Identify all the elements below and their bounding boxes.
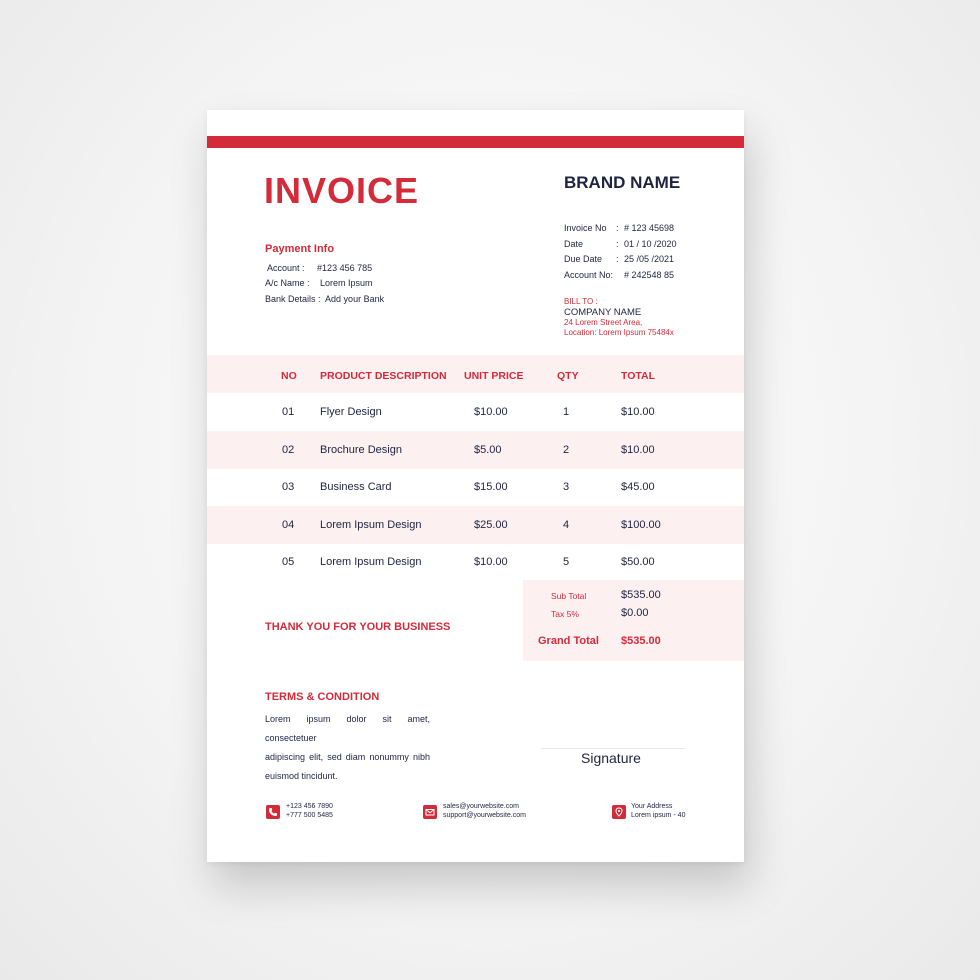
table-row [207,506,744,544]
date-value: 01 / 10 /2020 [624,239,677,249]
payment-acname-row [265,278,373,288]
col-total-header: TOTAL [621,370,656,382]
row-total: $10.00 [621,406,655,418]
invoice-no-value: # 123 45698 [624,223,675,233]
account-no-label: Account No: [564,270,614,280]
terms-line: adipiscing elit, sed diam nonummy nibh [265,752,430,762]
row-qty: 5 [563,556,570,568]
date-label: Date [564,239,584,249]
due-date-label: Due Date [564,254,603,264]
invoice-no-label: Invoice No [564,223,607,233]
row-total: $100.00 [621,519,661,531]
payment-info-heading: Payment Info [265,243,335,255]
subtotal-value: $535.00 [621,589,661,601]
grand-total-label: Grand Total [538,635,599,647]
email-2: support@yourwebsite.com [443,812,526,819]
phone-2: +777 500 5485 [286,812,333,819]
row-price: $10.00 [474,406,508,418]
location-pin-icon [612,805,626,819]
thank-you-message: THANK YOU FOR YOUR BUSINESS [265,621,451,633]
terms-heading: TERMS & CONDITION [265,691,380,703]
row-desc: Brochure Design [320,444,402,456]
grand-total-value: $535.00 [621,635,661,647]
meta-due-date: Due Date : 25 /05 /2021 [564,254,675,264]
tax-value: $0.00 [621,607,649,619]
row-total: $50.00 [621,556,655,568]
footer-address [631,802,685,820]
col-desc-header: PRODUCT DESCRIPTION [320,370,447,382]
row-total: $10.00 [621,444,655,456]
row-price: $15.00 [474,481,508,493]
bill-address-line2: Location: Lorem Ipsum 75484x [564,328,674,337]
terms-line: euismod tincidunt. [265,771,338,781]
company-name: COMPANY NAME [564,307,642,318]
row-no: 02 [282,444,295,456]
account-no-value: # 242548 85 [624,270,675,280]
due-date-value: 25 /05 /2021 [624,254,675,264]
account-value: #123 456 785 [317,263,373,273]
address-2: Lorem ipsum - 40 [631,812,686,819]
invoice-title: INVOICE [264,170,420,211]
invoice-page [207,110,744,862]
bill-address-line1: 24 Lorem Street Area, [564,318,643,327]
row-desc: Lorem Ipsum Design [320,519,422,531]
table-row [207,543,744,581]
address-1: Your Address [631,803,673,810]
row-price: $5.00 [474,444,502,456]
terms-text [265,710,430,786]
footer-email [443,802,526,820]
col-qty-header: QTY [557,370,579,382]
row-no: 04 [282,519,295,531]
email-1: sales@yourwebsite.com [443,803,519,810]
account-label: Account : [267,263,305,273]
payment-account-row [267,263,372,273]
signature-line [541,748,685,749]
email-icon [423,805,437,819]
bank-value: Add your Bank [325,294,385,304]
subtotal-label: Sub Total [551,591,587,601]
accent-bar [207,136,744,148]
phone-1: +123 456 7890 [286,803,333,810]
payment-bank-row [265,294,384,304]
row-desc: Flyer Design [320,406,382,418]
meta-date: Date : 01 / 10 /2020 [564,239,677,249]
col-no-header: NO [281,370,297,382]
phone-icon [266,805,280,819]
row-price: $10.00 [474,556,508,568]
row-no: 01 [282,406,295,418]
table-row [207,431,744,469]
bill-to-label: BILL TO : [564,297,598,306]
row-qty: 1 [563,406,570,418]
meta-account-no [564,270,674,280]
acname-value: Lorem Ipsum [320,278,373,288]
col-price-header: UNIT PRICE [464,370,524,382]
row-qty: 3 [563,481,570,493]
row-no: 05 [282,556,295,568]
bank-label: Bank Details : [265,294,321,304]
footer-phone [286,802,333,820]
row-no: 03 [282,481,295,493]
acname-label: A/c Name : [265,278,310,288]
table-row [207,393,744,431]
brand-name: BRAND NAME [564,173,681,192]
signature-label: Signature [581,750,641,766]
row-desc: Business Card [320,481,392,493]
row-desc: Lorem Ipsum Design [320,556,422,568]
row-price: $25.00 [474,519,508,531]
row-qty: 4 [563,519,570,531]
row-qty: 2 [563,444,570,456]
terms-line: Lorem ipsum dolor sit amet, consectetuer [265,714,430,743]
meta-invoice-no: Invoice No : # 123 45698 [564,223,675,233]
table-row [207,468,744,506]
row-total: $45.00 [621,481,655,493]
tax-label: Tax 5% [551,609,579,619]
